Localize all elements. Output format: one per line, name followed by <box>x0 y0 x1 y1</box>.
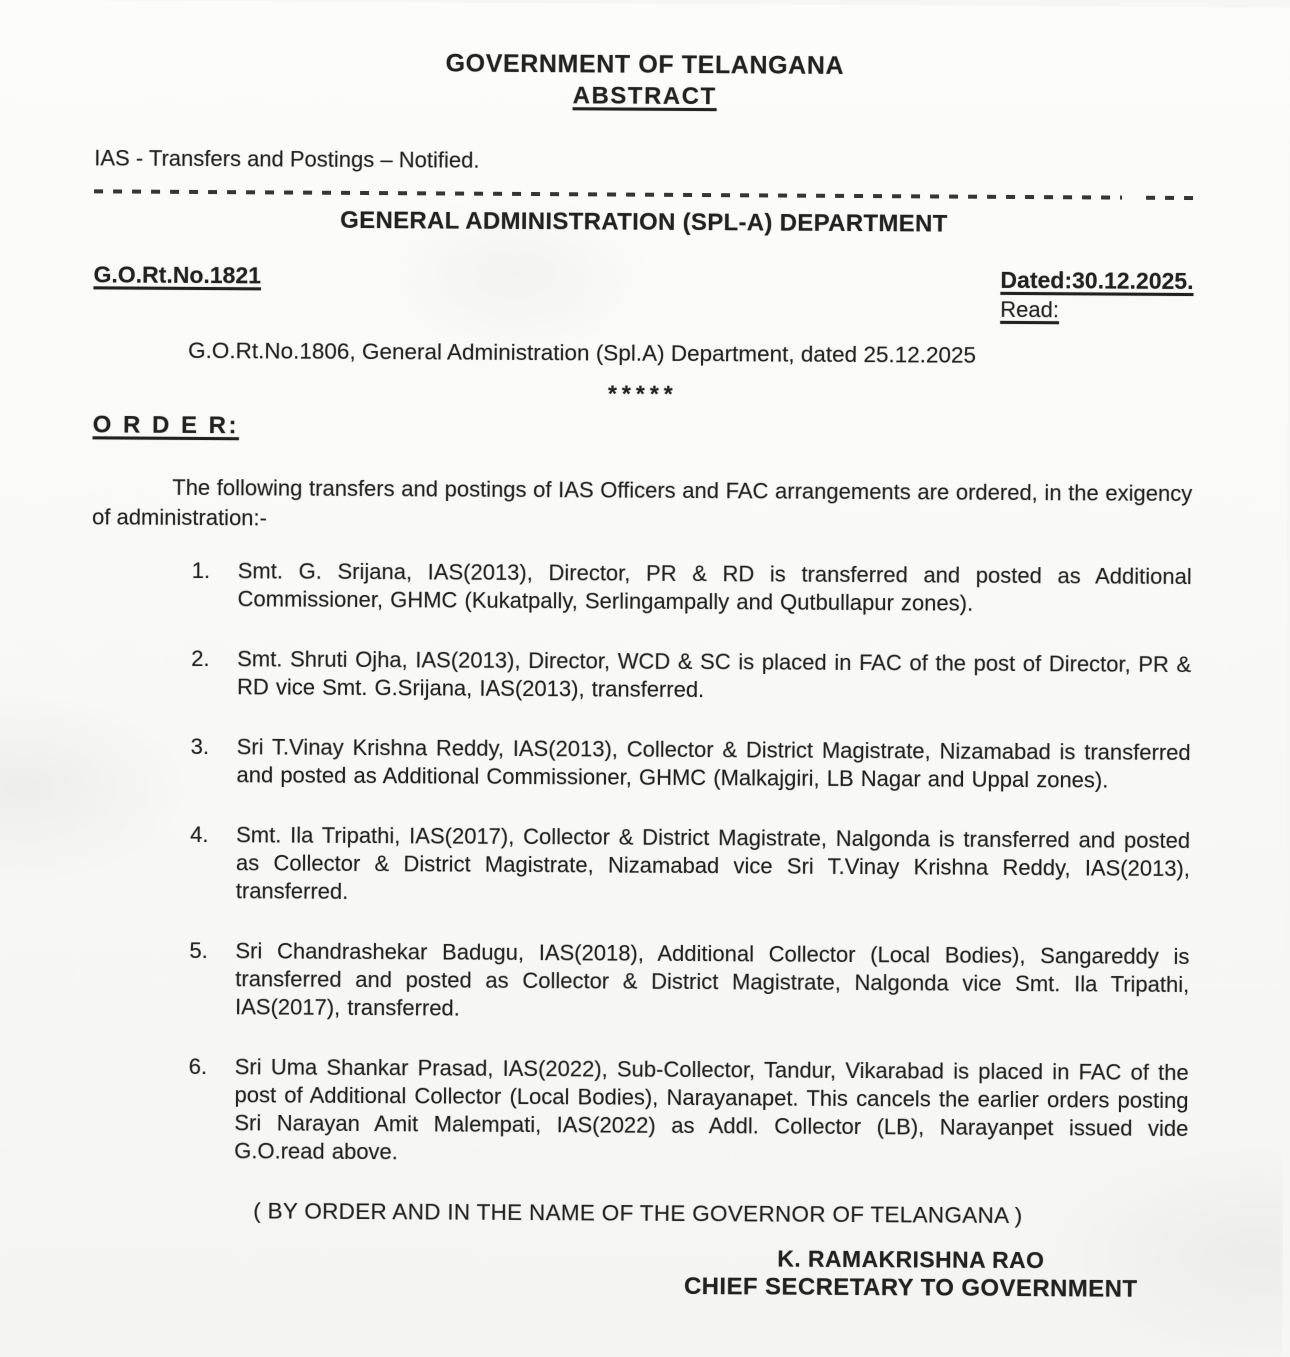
order-number: 3. <box>190 733 210 760</box>
order-text: Sri T.Vinay Krishna Reddy, IAS(2013), Collector & District Magistrate, Nizamabad is transferred and posted as Additional Commissioner, GHMC (Malkajgiri, LB Nagar and Uppal zones). <box>236 734 1191 793</box>
subject-line: IAS - Transfers and Postings – Notified. <box>94 145 480 173</box>
document-title: GOVERNMENT OF TELANGANA <box>445 49 845 80</box>
signatory-name: K. RAMAKRISHNA RAO <box>777 1245 1045 1274</box>
order-item <box>188 1053 1189 1171</box>
orders-list <box>88 556 1192 1171</box>
date-block <box>1000 266 1193 325</box>
asterisk-separator: ***** <box>607 380 678 407</box>
signature-block <box>684 1244 1138 1304</box>
go-header-row <box>93 260 1193 325</box>
order-text: Sri Uma Shankar Prasad, IAS(2022), Sub-Collector, Tandur, Vikarabad is placed in FAC of the post of Additional Collector (Local Bodies), Narayanapet. This cancels the earlier orders posting Sri Narayan Amit Malempati, IAS(2022) as Addl. Collector (LB), Narayanpet issued vide G.O.read above. <box>234 1054 1189 1165</box>
dashed-divider <box>94 188 1194 200</box>
order-item <box>192 557 1192 619</box>
order-item <box>190 733 1190 795</box>
order-number: 2. <box>191 645 210 672</box>
go-number: G.O.Rt.No.1821 <box>93 261 262 289</box>
signatory-designation: CHIEF SECRETARY TO GOVERNMENT <box>683 1272 1138 1303</box>
order-number: 1. <box>191 557 211 584</box>
document-subtitle <box>95 78 1195 115</box>
order-item <box>189 937 1189 1027</box>
order-number: 6. <box>188 1053 208 1080</box>
dashed-divider-long <box>94 189 1122 199</box>
order-text: Smt. G. Srijana, IAS(2013), Director, PR & RD is transferred and posted as Additional Commissioner, GHMC (Kukatpally, Serlingampally and Qutbullapur zones). <box>237 558 1192 616</box>
dashed-divider-short <box>1146 195 1194 199</box>
order-text: Smt. Shruti Ojha, IAS(2013), Director, WCD & SC is placed in FAC of the post of Director, PR & RD vice Smt. G.Srijana, IAS(2013), transferred. <box>236 646 1192 703</box>
abstract-label: ABSTRACT <box>572 82 717 111</box>
order-item <box>190 821 1190 911</box>
read-reference: G.O.Rt.No.1806, General Administration (Spl.A) Department, dated 25.12.2025 <box>188 337 977 368</box>
dated-line: Dated:30.12.2025. <box>1000 266 1194 295</box>
by-order-line: ( BY ORDER AND IN THE NAME OF THE GOVERNOR OF TELANGANA ) <box>253 1198 1023 1229</box>
order-heading: O R D E R: <box>92 411 240 440</box>
order-text: Smt. Ila Tripathi, IAS(2017), Collector & District Magistrate, Nalgonda is transferred and posted as Collector & District Magistrate, Nizamabad vice Sri T.Vinay Krishna Reddy, IAS(2013), transferred. <box>235 822 1191 904</box>
read-label: Read: <box>1000 296 1060 323</box>
order-number: 4. <box>190 821 209 848</box>
department-heading: GENERAL ADMINISTRATION (SPL-A) DEPARTMENT <box>340 206 948 238</box>
order-item <box>191 645 1191 707</box>
order-text: Sri Chandrashekar Badugu, IAS(2018), Additional Collector (Local Bodies), Sangareddy is transferred and posted as Collector & District Magistrate, Nalgonda vice Smt. Ila Tripathi, IAS(2017), transferred. <box>235 938 1190 1021</box>
order-number: 5. <box>189 937 208 964</box>
intro-paragraph: The following transfers and postings of IAS Officers and FAC arrangements are ordered, in the exigency of administration:- <box>92 474 1193 531</box>
